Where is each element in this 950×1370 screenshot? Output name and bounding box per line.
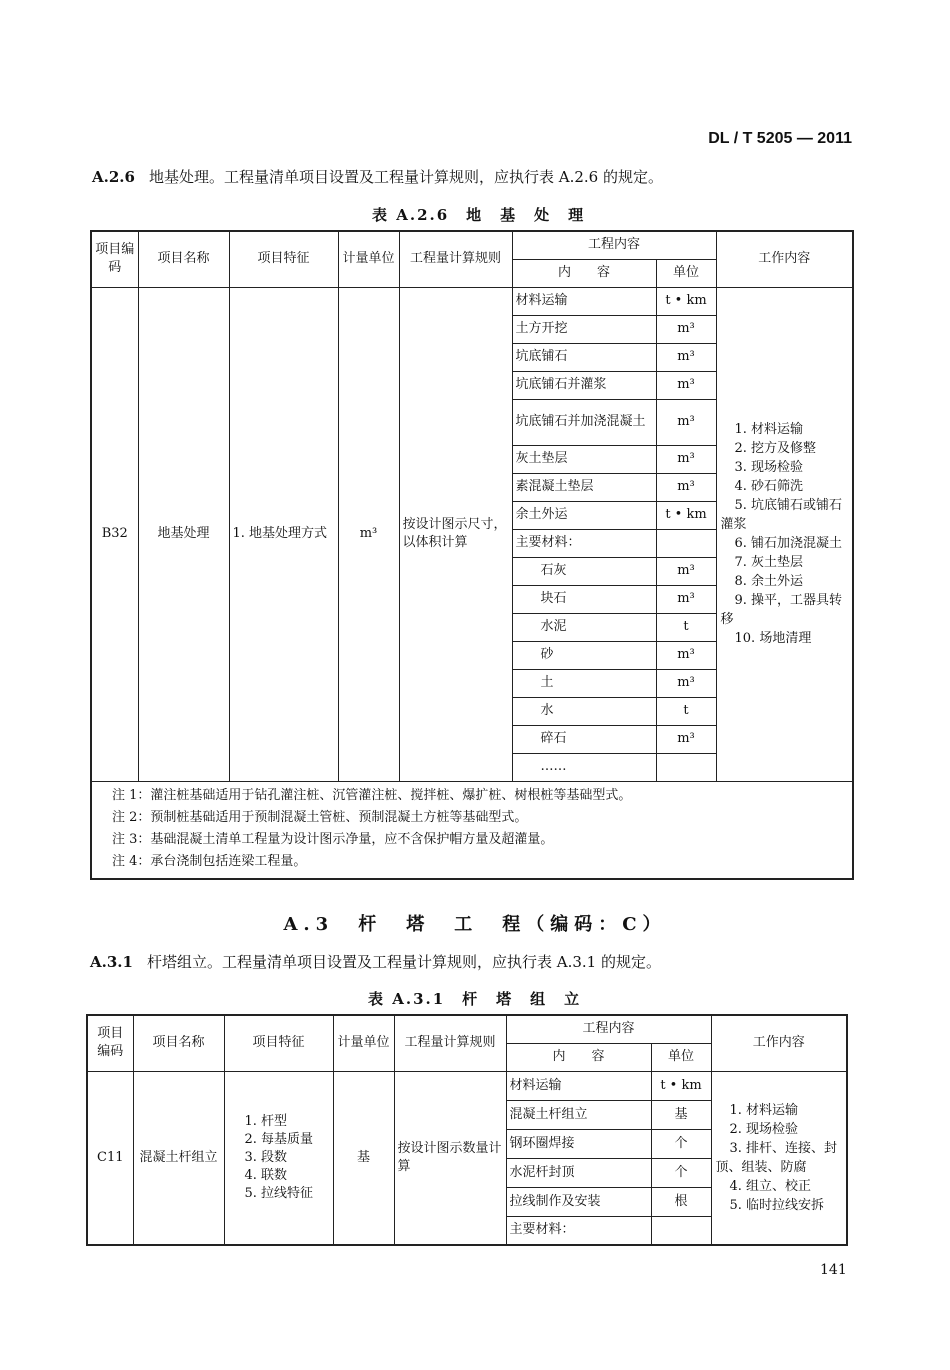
content-unit: t (656, 613, 716, 641)
content-unit (656, 529, 716, 557)
content-item: 坑底铺石并灌浆 (512, 371, 656, 399)
work-item: 1. 材料运输 (729, 1102, 799, 1118)
work-item: 4. 组立、校正 (729, 1178, 812, 1194)
content-item: 混凝土杆组立 (506, 1100, 651, 1129)
content-unit: m³ (656, 557, 716, 585)
content-item: …… (512, 753, 656, 781)
work-item: 5. 临时拉线安拆 (729, 1197, 825, 1213)
header-unit: 计量单位 (338, 231, 399, 287)
content-unit (656, 753, 716, 781)
header-content: 工程内容 (512, 231, 716, 259)
clause-text: 杆塔组立。工程量清单项目设置及工程量计算规则，应执行表 A.3.1 的规定。 (146, 953, 661, 971)
content-unit: m³ (656, 641, 716, 669)
content-item: 主要材料： (512, 529, 656, 557)
content-unit: 基 (651, 1100, 711, 1129)
content-unit: m³ (656, 315, 716, 343)
content-unit: t • km (656, 287, 716, 315)
content-unit: t (656, 697, 716, 725)
header-work: 工作内容 (716, 231, 853, 287)
content-unit: m³ (656, 371, 716, 399)
work-item: 2. 挖方及修整 (734, 441, 817, 456)
feature-item: 1. 杆型 (244, 1113, 288, 1129)
row-name: 地基处理 (138, 287, 229, 781)
work-item: 10. 场地清理 (734, 631, 812, 646)
row-features (224, 1071, 333, 1245)
content-item: 砂 (512, 641, 656, 669)
content-item: 材料运输 (506, 1071, 651, 1100)
table-caption: 表 A.3.1 杆 塔 组 立 (368, 990, 582, 1008)
table-a26 (90, 230, 854, 880)
feature-item: 4. 联数 (244, 1167, 288, 1183)
clause-number: A.3.1 (90, 953, 133, 971)
content-item: 坑底铺石 (512, 343, 656, 371)
header-content-item: 内 容 (512, 259, 656, 287)
content-unit: m³ (656, 343, 716, 371)
header-content-unit: 单位 (656, 259, 716, 287)
header-code: 项目编码 (91, 231, 138, 287)
header-work: 工作内容 (711, 1015, 847, 1071)
row-code: C11 (87, 1071, 133, 1245)
content-unit: 个 (651, 1129, 711, 1158)
row-rule: 按设计图示数量计算 (394, 1071, 506, 1245)
content-unit: t • km (656, 501, 716, 529)
header-feature: 项目特征 (229, 231, 338, 287)
work-item: 1. 材料运输 (734, 422, 804, 437)
content-item: 土方开挖 (512, 315, 656, 343)
content-unit: m³ (656, 473, 716, 501)
content-unit: m³ (656, 585, 716, 613)
header-unit: 计量单位 (333, 1015, 394, 1071)
work-content (716, 287, 853, 781)
row-name: 混凝土杆组立 (133, 1071, 224, 1245)
header-rule: 工程量计算规则 (399, 231, 512, 287)
table-caption: 表 A.2.6 地 基 处 理 (372, 206, 586, 224)
clause-a26 (92, 166, 663, 187)
page-number: 141 (820, 1262, 847, 1278)
work-content (711, 1071, 847, 1245)
content-item: 水泥 (512, 613, 656, 641)
work-item: 3. 现场检验 (734, 460, 804, 475)
work-item: 7. 灰土垫层 (734, 555, 804, 570)
note: 注 2：预制桩基础适用于预制混凝土管桩、预制混凝土方桩等基础型式。 (112, 809, 528, 825)
content-item: 土 (512, 669, 656, 697)
clause-number: A.2.6 (92, 168, 135, 186)
row-unit: m³ (338, 287, 399, 781)
work-item: 3. 排杆、连接、封顶、组装、防腐 (715, 1140, 838, 1175)
content-unit: t • km (651, 1071, 711, 1100)
table-notes (91, 781, 853, 879)
header-content-item: 内 容 (506, 1043, 651, 1071)
header-rule: 工程量计算规则 (394, 1015, 506, 1071)
content-item: 拉线制作及安装 (506, 1187, 651, 1216)
content-item: 碎石 (512, 725, 656, 753)
content-unit: m³ (656, 445, 716, 473)
header-feature: 项目特征 (224, 1015, 333, 1071)
content-item: 块石 (512, 585, 656, 613)
row-feature: 1. 地基处理方式 (229, 287, 338, 781)
content-item: 主要材料： (506, 1216, 651, 1245)
content-item: 材料运输 (512, 287, 656, 315)
feature-item: 2. 每基质量 (244, 1131, 314, 1147)
content-item: 石灰 (512, 557, 656, 585)
content-item: 水泥杆封顶 (506, 1158, 651, 1187)
header-content-unit: 单位 (651, 1043, 711, 1071)
content-unit: 根 (651, 1187, 711, 1216)
note: 注 3：基础混凝土清单工程量为设计图示净量，应不含保护帽方量及超灌量。 (112, 831, 554, 847)
content-item: 钢环圈焊接 (506, 1129, 651, 1158)
work-item: 6. 铺石加浇混凝土 (734, 536, 843, 551)
content-unit: m³ (656, 399, 716, 445)
header-content: 工程内容 (506, 1015, 711, 1043)
content-unit: m³ (656, 669, 716, 697)
header-name: 项目名称 (133, 1015, 224, 1071)
content-unit: 个 (651, 1158, 711, 1187)
work-item: 4. 砂石筛洗 (734, 479, 804, 494)
header-code: 项目编码 (87, 1015, 133, 1071)
content-item: 素混凝土垫层 (512, 473, 656, 501)
content-item: 灰土垫层 (512, 445, 656, 473)
feature-item: 3. 段数 (244, 1149, 288, 1165)
work-item: 9. 操平，工器具转移 (720, 593, 843, 627)
clause-text: 地基处理。工程量清单项目设置及工程量计算规则，应执行表 A.2.6 的规定。 (148, 168, 663, 186)
content-unit (651, 1216, 711, 1245)
standard-number: DL / T 5205 — 2011 (708, 130, 852, 147)
header-name: 项目名称 (138, 231, 229, 287)
table-a31 (86, 1014, 848, 1246)
work-item: 8. 余土外运 (734, 574, 804, 589)
content-item: 余土外运 (512, 501, 656, 529)
work-item: 5. 坑底铺石或铺石灌浆 (720, 498, 843, 532)
content-item: 坑底铺石并加浇混凝土 (512, 399, 656, 445)
row-unit: 基 (333, 1071, 394, 1245)
content-unit: m³ (656, 725, 716, 753)
row-rule: 按设计图示尺寸，以体积计算 (399, 287, 512, 781)
work-item: 2. 现场检验 (729, 1121, 799, 1137)
note: 注 4：承台浇制包括连梁工程量。 (112, 853, 307, 869)
row-code: B32 (91, 287, 138, 781)
section-title: A.3 杆 塔 工 程（编码：C） (283, 914, 667, 935)
note: 注 1：灌注桩基础适用于钻孔灌注桩、沉管灌注桩、搅拌桩、爆扩桩、树根桩等基础型式。 (112, 787, 632, 803)
clause-a31 (90, 951, 661, 972)
content-item: 水 (512, 697, 656, 725)
feature-item: 5. 拉线特征 (244, 1185, 314, 1201)
